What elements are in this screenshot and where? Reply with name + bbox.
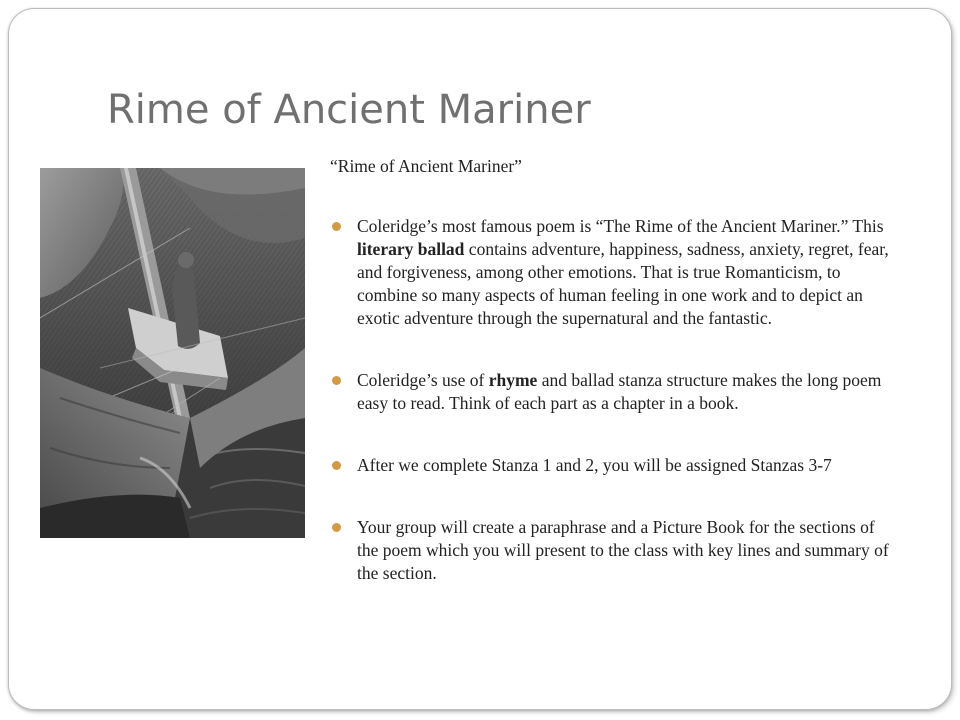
subtitle: “Rime of Ancient Mariner” bbox=[330, 156, 522, 176]
text-run: Coleridge’s use of bbox=[357, 370, 489, 390]
list-item bbox=[330, 516, 890, 585]
bullet-list bbox=[330, 215, 890, 585]
text-run: After we complete Stanza 1 and 2, you will be assigned Stanzas 3-7 bbox=[357, 455, 832, 475]
bullet-text bbox=[357, 516, 890, 585]
bullet-icon bbox=[332, 523, 341, 532]
bullet-icon bbox=[332, 376, 341, 385]
text-run: contains adventure, happiness, sadness, anxiety, regret, fear, and forgiveness, among other emotions. That is true Romanticism, to combine so many aspects of human feeling in one work and to depict an exotic adventure through the supernatural and the fantastic. bbox=[357, 239, 889, 328]
list-item bbox=[330, 215, 890, 330]
bullet-text bbox=[357, 215, 890, 330]
bullet-text bbox=[357, 369, 890, 415]
engraving-ship-mariner-image bbox=[40, 168, 305, 538]
bold-phrase: literary ballad bbox=[357, 239, 465, 259]
content-body bbox=[330, 155, 890, 585]
bullet-icon bbox=[332, 222, 341, 231]
bold-phrase: rhyme bbox=[488, 370, 538, 390]
list-item bbox=[330, 369, 890, 415]
bullet-text bbox=[357, 454, 890, 477]
text-run: Your group will create a paraphrase and a Picture Book for the sections of the poem which you will present to the class with key lines and summary of the section. bbox=[357, 517, 889, 583]
slide-title: Rime of Ancient Mariner bbox=[107, 87, 591, 133]
list-item bbox=[330, 454, 890, 477]
text-run: Coleridge’s most famous poem is “The Rime of the Ancient Mariner.” This bbox=[357, 216, 884, 236]
bullet-icon bbox=[332, 461, 341, 470]
text-run: and ballad stanza structure makes the long poem easy to read. Think of each part as a chapter in a book. bbox=[357, 370, 882, 413]
